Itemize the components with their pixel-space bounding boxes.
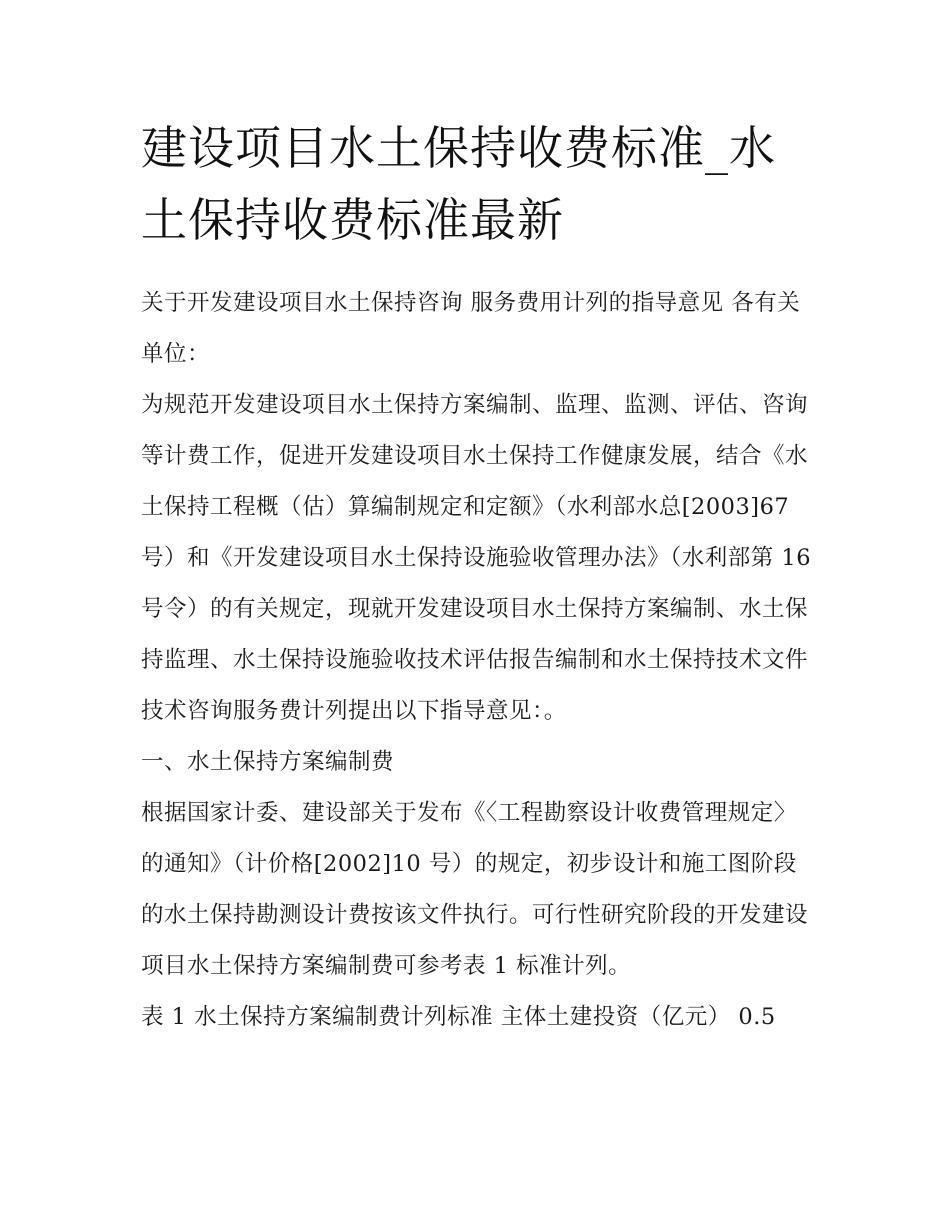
- document-page: [141, 112, 813, 1043]
- section-heading-1: 一、水土保持方案编制费: [141, 749, 395, 775]
- paragraph-section-1: 根据国家计委、建设部关于发布《〈工程勘察设计收费管理规定〉的通知》（计价格[2002]10 号）的规定，初步设计和施工图阶段的水土保持勘测设计费按该文件执行。可行性研究阶段的开发建设项目水土保持方案编制费可参考表 1 标准计列。: [141, 800, 809, 979]
- paragraph-purpose: 为规范开发建设项目水土保持方案编制、监理、监测、评估、咨询等计费工作，促进开发建设项目水土保持工作健康发展，结合《水土保持工程概（估）算编制规定和定额》（水利部水总[2003]67 号）和《开发建设项目水土保持设施验收管理办法》（水利部第 16 号令）的有关规定，现就开发建设项目水土保持方案编制、水土保持监理、水土保持设施验收技术评估报告编制和水土保持技术文件技术咨询服务费计列提出以下指导意见：。: [141, 392, 812, 724]
- document-title: 建设项目水土保持收费标准_水土保持收费标准最新: [141, 121, 776, 247]
- table-caption: 表 1 水土保持方案编制费计列标准 主体土建投资（亿元） 0.5: [141, 1004, 776, 1030]
- document-body: [141, 278, 813, 1043]
- paragraph-intro: 关于开发建设项目水土保持咨询 服务费用计列的指导意见 各有关单位：: [141, 290, 801, 367]
